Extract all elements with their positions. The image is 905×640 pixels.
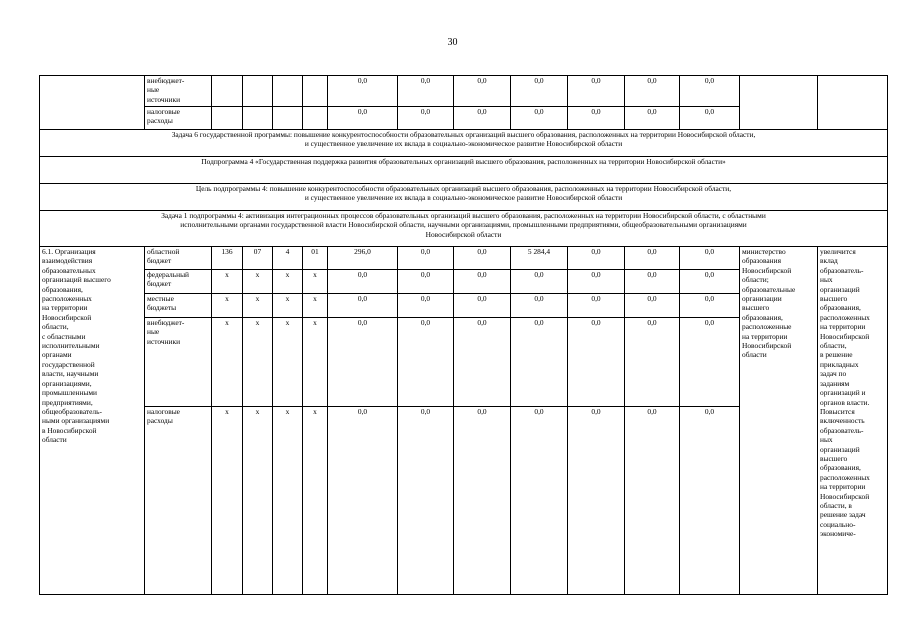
code-cell: х: [212, 294, 243, 318]
value-cell: 0,0: [454, 294, 511, 318]
value-cell: 0,0: [511, 294, 568, 318]
value-cell: 0,0: [454, 247, 511, 270]
table-row: [40, 407, 888, 595]
funding-source-cell: налоговые расходы: [145, 407, 212, 595]
value-cell: 0,0: [625, 407, 680, 595]
value-cell: 0,0: [625, 318, 680, 407]
value-cell: 0,0: [398, 247, 454, 270]
value-cell: 0,0: [568, 318, 625, 407]
code-cell: х: [243, 270, 273, 294]
value-cell: 0,0: [328, 407, 398, 595]
value-cell: 0,0: [680, 270, 740, 294]
code-cell: х: [303, 294, 328, 318]
task-6-row: [40, 130, 888, 157]
value-cell: 0,0: [511, 407, 568, 595]
funding-source-cell: областной бюджет: [145, 247, 212, 270]
program-table: [39, 75, 888, 595]
code-cell: х: [273, 270, 303, 294]
code-cell: [303, 76, 328, 107]
code-cell: х: [273, 407, 303, 595]
funding-source-cell: внебюджет- ные источники: [145, 318, 212, 407]
value-cell: 0,0: [568, 247, 625, 270]
code-cell: 07: [243, 247, 273, 270]
value-cell: 0,0: [625, 270, 680, 294]
code-cell: 01: [303, 247, 328, 270]
code-cell: [243, 76, 273, 107]
value-cell: 0,0: [454, 107, 511, 130]
value-cell: 0,0: [511, 107, 568, 130]
value-cell: 0,0: [398, 294, 454, 318]
code-cell: х: [303, 270, 328, 294]
section-heading: Задача 1 подпрограммы 4: активизация интеграционных процессов образовательных организаций высшего образования, расположенных на территории Новосибирской области, с областными исполнительными органами государственной власти Новосибирской области, научными организациями, промышленными предприятиями, общеобразовательными организациями Новосибирской области: [40, 211, 888, 247]
value-cell: 0,0: [680, 107, 740, 130]
measure-name-cell: 6.1. Организация взаимодействия образовательных организаций высшего образования, расположенных на территории Новосибирской области, с областными исполнительными органами государственной власти, научными организациями, промышленными предприятиями, общеобразователь- ными организациями в Новосибирской области: [40, 247, 145, 595]
empty-cell: [40, 76, 145, 130]
funding-source-cell: федеральный бюджет: [145, 270, 212, 294]
empty-cell: [818, 76, 888, 130]
code-cell: х: [243, 294, 273, 318]
value-cell: 0,0: [511, 270, 568, 294]
code-cell: х: [273, 318, 303, 407]
value-cell: 0,0: [625, 76, 680, 107]
value-cell: 0,0: [398, 407, 454, 595]
result-cell: увеличится вклад образователь- ных организаций высшего образования, расположенных на территории Новосибирской области, в решение прикладных задач по заданиям организаций и органов власти. Повысится включенность образователь- ных организаций высшего образования, расположенных на территории Новосибирской области, в решение задач социально- экономиче-: [818, 247, 888, 595]
value-cell: 0,0: [511, 76, 568, 107]
value-cell: 0,0: [625, 107, 680, 130]
value-cell: 0,0: [328, 318, 398, 407]
value-cell: 0,0: [680, 407, 740, 595]
value-cell: 0,0: [398, 270, 454, 294]
value-cell: 0,0: [398, 318, 454, 407]
code-cell: х: [303, 407, 328, 595]
table-row: [40, 76, 888, 107]
value-cell: 0,0: [680, 318, 740, 407]
value-cell: 0,0: [680, 247, 740, 270]
code-cell: [273, 76, 303, 107]
value-cell: 0,0: [398, 76, 454, 107]
code-cell: х: [212, 318, 243, 407]
subprogram-goal-row: [40, 184, 888, 211]
code-cell: [212, 107, 243, 130]
value-cell: 0,0: [568, 294, 625, 318]
section-heading: Подпрограмма 4 «Государственная поддержка развития образовательных организаций высшего образования, расположенных на территории Новосибирской области»: [40, 157, 888, 184]
value-cell: 0,0: [568, 76, 625, 107]
code-cell: х: [212, 407, 243, 595]
code-cell: [212, 76, 243, 107]
value-cell: 0,0: [454, 407, 511, 595]
value-cell: 0,0: [328, 107, 398, 130]
executor-cell: министерство образования Новосибирской области; образовательные организации высшего образования, расположенные на территории Новосибирской области: [740, 247, 818, 407]
value-cell: 0,0: [680, 76, 740, 107]
funding-source-cell: внебюджет- ные источники: [145, 76, 212, 107]
code-cell: 136: [212, 247, 243, 270]
value-cell: 0,0: [454, 318, 511, 407]
empty-cell: [740, 76, 818, 130]
value-cell: 0,0: [680, 294, 740, 318]
funding-source-cell: местные бюджеты: [145, 294, 212, 318]
code-cell: х: [273, 294, 303, 318]
code-cell: [243, 107, 273, 130]
value-cell: 0,0: [328, 76, 398, 107]
value-cell: 0,0: [568, 270, 625, 294]
value-cell: 0,0: [328, 270, 398, 294]
table-row: [40, 247, 888, 270]
code-cell: х: [303, 318, 328, 407]
section-heading: Цель подпрограммы 4: повышение конкурентоспособности образовательных организаций высшего образования, расположенных на территории Новосибирской области, и существенное увеличение их вклада в социально-экономическое развитие Новосибирской области: [40, 184, 888, 211]
section-heading: Задача 6 государственной программы: повышение конкурентоспособности образовательных организаций высшего образования, расположенных на территории Новосибирской области, и существенное увеличение их вклада в социально-экономическое развитие Новосибирской области: [40, 130, 888, 157]
code-cell: х: [243, 318, 273, 407]
subprogram-task-1-row: [40, 211, 888, 247]
value-cell: 296,0: [328, 247, 398, 270]
value-cell: 5 284,4: [511, 247, 568, 270]
value-cell: 0,0: [625, 294, 680, 318]
executor-cell-continued: [740, 407, 818, 595]
value-cell: 0,0: [568, 107, 625, 130]
value-cell: 0,0: [398, 107, 454, 130]
value-cell: 0,0: [454, 76, 511, 107]
code-cell: 4: [273, 247, 303, 270]
funding-source-cell: налоговые расходы: [145, 107, 212, 130]
subprogram-4-row: [40, 157, 888, 184]
table-body: [40, 76, 888, 595]
value-cell: 0,0: [625, 247, 680, 270]
value-cell: 0,0: [568, 407, 625, 595]
value-cell: 0,0: [328, 294, 398, 318]
value-cell: 0,0: [511, 318, 568, 407]
code-cell: х: [212, 270, 243, 294]
code-cell: х: [243, 407, 273, 595]
value-cell: 0,0: [454, 270, 511, 294]
page-number: 30: [447, 37, 458, 48]
code-cell: [303, 107, 328, 130]
code-cell: [273, 107, 303, 130]
